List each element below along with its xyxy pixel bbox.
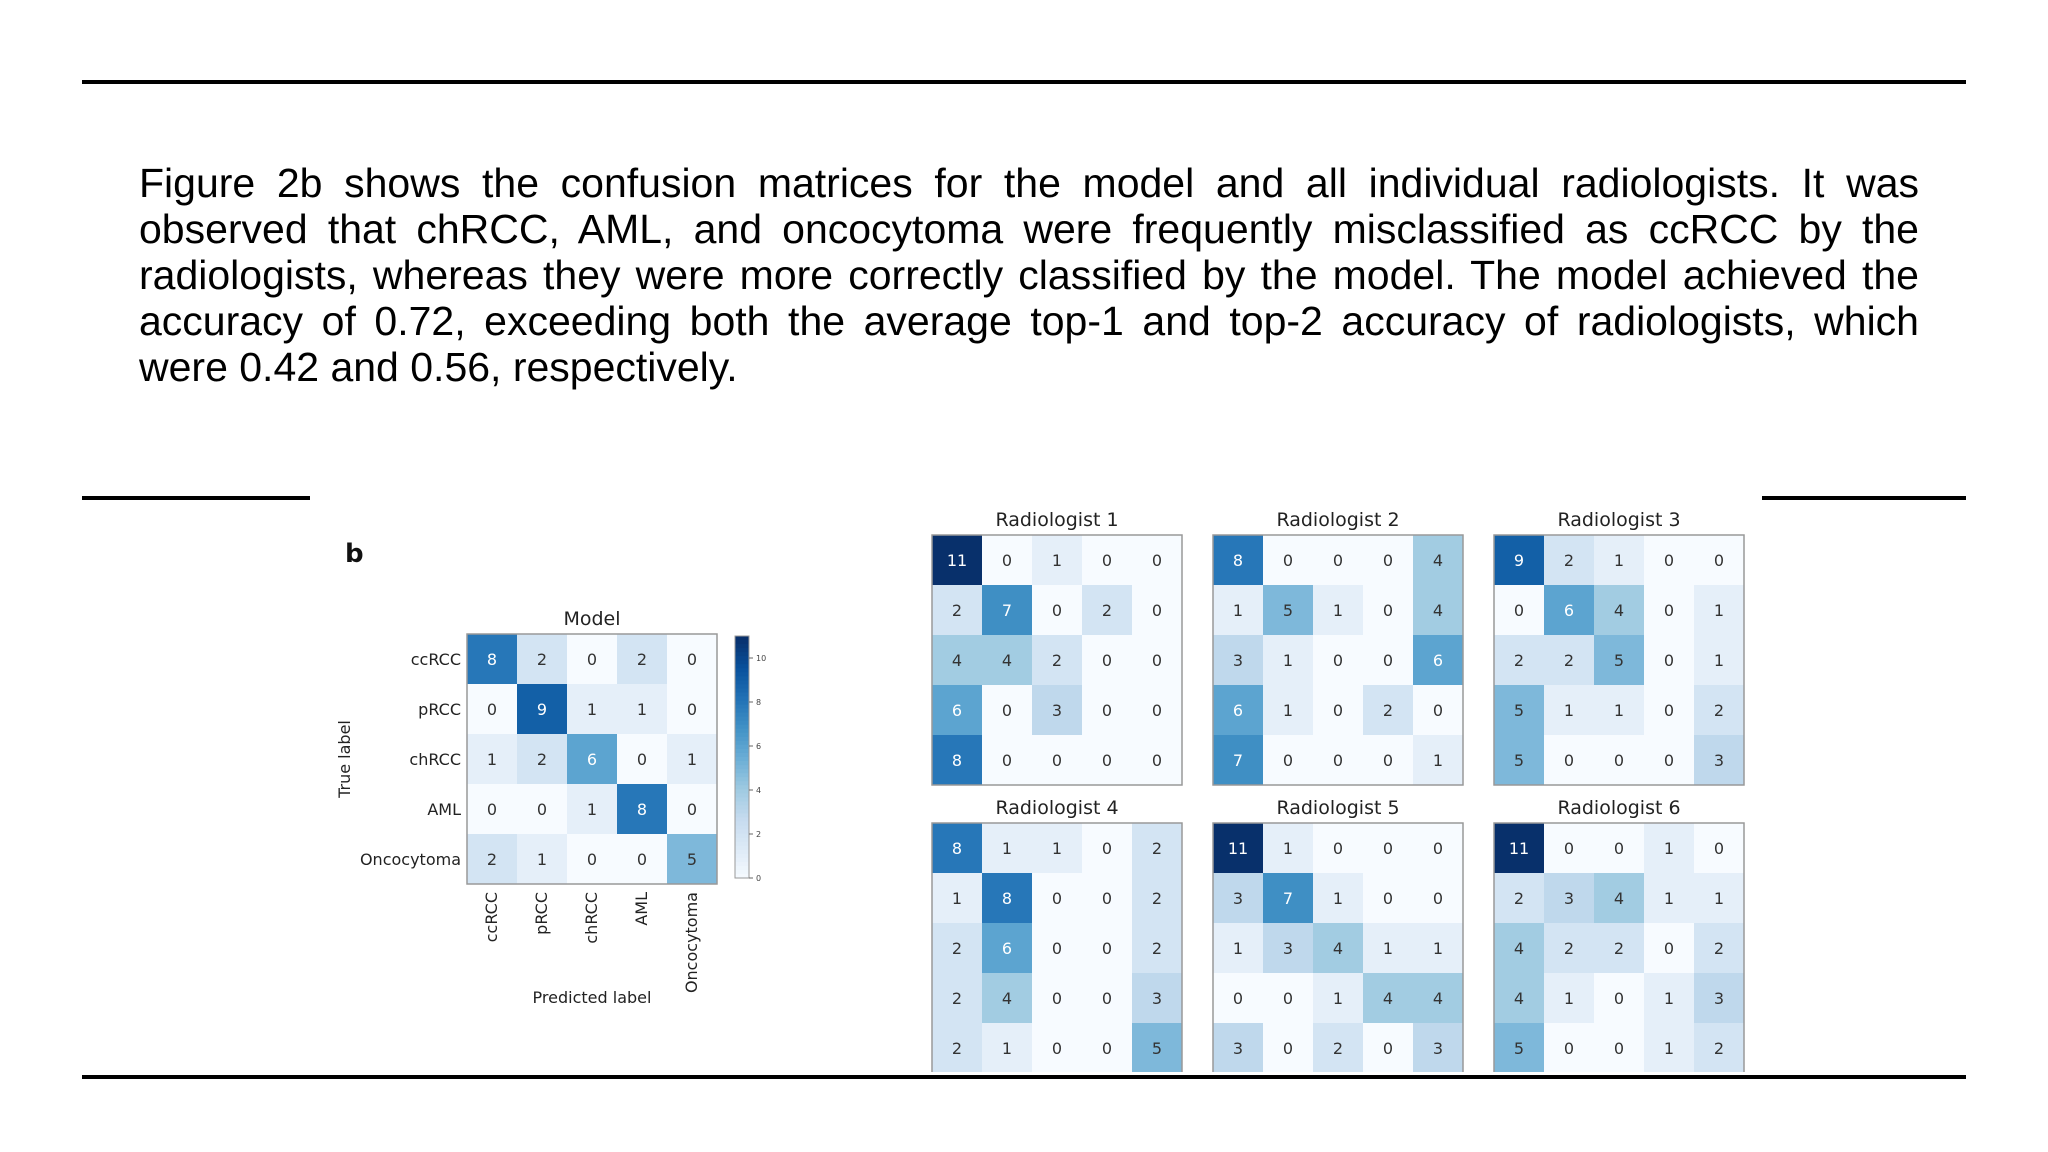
matrix-5-value-r4c2: 2 bbox=[1332, 1038, 1344, 1058]
matrix-0-value-r3c4: 0 bbox=[686, 799, 698, 819]
model-ytick-aml: AML bbox=[427, 800, 461, 819]
matrix-4-value-r1c2: 0 bbox=[1051, 888, 1063, 908]
matrix-0-value-r0c1: 2 bbox=[536, 649, 548, 669]
matrix-0-value-r1c3: 1 bbox=[636, 699, 648, 719]
matrix-2-value-r4c4: 1 bbox=[1432, 750, 1444, 770]
colorbar-band-25 bbox=[735, 737, 749, 742]
matrix-1-value-r0c0: 11 bbox=[946, 550, 968, 570]
matrix-5-value-r0c2: 0 bbox=[1332, 838, 1344, 858]
matrix-5-value-r4c0: 3 bbox=[1232, 1038, 1244, 1058]
matrix-1-value-r3c0: 6 bbox=[951, 700, 963, 720]
colorbar-ticklabel-10: 10 bbox=[756, 654, 767, 663]
colorbar-band-31 bbox=[735, 761, 749, 766]
matrix-0-value-r3c3: 8 bbox=[636, 799, 648, 819]
colorbar-band-9 bbox=[735, 672, 749, 677]
matrix-5-value-r2c2: 4 bbox=[1332, 938, 1344, 958]
matrix-0-value-r0c2: 0 bbox=[586, 649, 598, 669]
matrix-0-value-r3c2: 1 bbox=[586, 799, 598, 819]
matrix-0-value-r1c0: 0 bbox=[486, 699, 498, 719]
matrix-6-value-r2c2: 2 bbox=[1613, 938, 1625, 958]
matrix-6-value-r4c1: 0 bbox=[1563, 1038, 1575, 1058]
colorbar-band-6 bbox=[735, 660, 749, 665]
matrix-4-value-r4c2: 0 bbox=[1051, 1038, 1063, 1058]
matrix-6-value-r4c0: 5 bbox=[1513, 1038, 1525, 1058]
matrix-3-value-r0c4: 0 bbox=[1713, 550, 1725, 570]
matrix-1-value-r4c4: 0 bbox=[1151, 750, 1163, 770]
matrix-2-value-r4c3: 0 bbox=[1382, 750, 1394, 770]
model-ytick-oncocytoma: Oncocytoma bbox=[359, 850, 461, 869]
colorbar-band-54 bbox=[735, 854, 749, 859]
colorbar-band-43 bbox=[735, 809, 749, 814]
colorbar-ticklabel-2: 2 bbox=[756, 830, 762, 839]
matrix-1-value-r1c2: 0 bbox=[1051, 600, 1063, 620]
matrix-1-value-r0c3: 0 bbox=[1101, 550, 1113, 570]
matrix-4-value-r1c4: 2 bbox=[1151, 888, 1163, 908]
model-ylabel: True label bbox=[335, 720, 354, 798]
body-paragraph: Figure 2b shows the confusion matrices for the model and all individual radiologists. It was observed that chRCC, AML, and oncocytoma were frequently misclassified as ccRCC by the radiologists, whereas they were more correctly classified by the model. The model achieved the accuracy of 0.72, exceeding both the average top-1 and top-2 accuracy of radiologists, which were 0.42 and 0.56, respectively. bbox=[139, 160, 1919, 390]
matrix-1-value-r3c4: 0 bbox=[1151, 700, 1163, 720]
matrix-3-value-r3c3: 0 bbox=[1663, 700, 1675, 720]
colorbar-band-42 bbox=[735, 805, 749, 810]
matrix-5-value-r0c3: 0 bbox=[1382, 838, 1394, 858]
matrix-6-value-r1c1: 3 bbox=[1563, 888, 1575, 908]
matrix-5-value-r2c4: 1 bbox=[1432, 938, 1444, 958]
matrix-2-value-r4c0: 7 bbox=[1232, 750, 1244, 770]
matrix-0-title: Model bbox=[563, 608, 621, 630]
matrix-2-value-r0c3: 0 bbox=[1382, 550, 1394, 570]
matrix-1-value-r2c0: 4 bbox=[951, 650, 963, 670]
colorbar-band-32 bbox=[735, 765, 749, 770]
matrix-1-value-r2c4: 0 bbox=[1151, 650, 1163, 670]
matrix-5-value-r0c4: 0 bbox=[1432, 838, 1444, 858]
matrix-4-value-r4c0: 2 bbox=[951, 1038, 963, 1058]
colorbar-ticklabel-8: 8 bbox=[756, 698, 762, 707]
matrix-4-value-r3c2: 0 bbox=[1051, 988, 1063, 1008]
colorbar-ticklabel-4: 4 bbox=[756, 786, 762, 795]
model-ytick-ccrcc: ccRCC bbox=[410, 650, 461, 669]
matrix-5-value-r1c3: 0 bbox=[1382, 888, 1394, 908]
matrix-4-value-r3c0: 2 bbox=[951, 988, 963, 1008]
matrix-4-value-r0c0: 8 bbox=[951, 838, 963, 858]
matrix-6-value-r2c1: 2 bbox=[1563, 938, 1575, 958]
matrix-6-value-r4c3: 1 bbox=[1663, 1038, 1675, 1058]
colorbar-band-26 bbox=[735, 741, 749, 746]
matrix-4-value-r1c0: 1 bbox=[951, 888, 963, 908]
matrix-4-value-r3c1: 4 bbox=[1001, 988, 1013, 1008]
matrix-5-value-r0c1: 1 bbox=[1282, 838, 1294, 858]
matrix-4-value-r0c4: 2 bbox=[1151, 838, 1163, 858]
matrix-3-value-r2c0: 2 bbox=[1513, 650, 1525, 670]
matrix-6-value-r1c4: 1 bbox=[1713, 888, 1725, 908]
model-xtick-oncocytoma: Oncocytoma bbox=[682, 892, 701, 994]
matrix-2-value-r3c3: 2 bbox=[1382, 700, 1394, 720]
matrix-5-value-r3c3: 4 bbox=[1382, 988, 1394, 1008]
matrix-0-value-r2c1: 2 bbox=[536, 749, 548, 769]
matrix-3-value-r1c2: 4 bbox=[1613, 600, 1625, 620]
matrix-0-value-r4c3: 0 bbox=[636, 849, 648, 869]
colorbar-band-28 bbox=[735, 749, 749, 754]
matrix-2-value-r1c4: 4 bbox=[1432, 600, 1444, 620]
matrix-5-value-r2c3: 1 bbox=[1382, 938, 1394, 958]
matrix-0-value-r2c4: 1 bbox=[686, 749, 698, 769]
colorbar-band-11 bbox=[735, 680, 749, 685]
colorbar-band-53 bbox=[735, 850, 749, 855]
colorbar-band-24 bbox=[735, 733, 749, 738]
matrix-2-value-r1c1: 5 bbox=[1282, 600, 1294, 620]
matrix-0-value-r4c2: 0 bbox=[586, 849, 598, 869]
matrix-0-value-r0c0: 8 bbox=[486, 649, 498, 669]
matrix-0-value-r4c4: 5 bbox=[686, 849, 698, 869]
matrix-4-value-r2c0: 2 bbox=[951, 938, 963, 958]
colorbar-band-27 bbox=[735, 745, 749, 750]
matrix-2-value-r3c1: 1 bbox=[1282, 700, 1294, 720]
matrix-1-value-r0c2: 1 bbox=[1051, 550, 1063, 570]
matrix-4-value-r4c1: 1 bbox=[1001, 1038, 1013, 1058]
model-xtick-chrcc: chRCC bbox=[582, 892, 601, 944]
colorbar-band-57 bbox=[735, 866, 749, 871]
matrix-6-value-r0c1: 0 bbox=[1563, 838, 1575, 858]
colorbar-band-47 bbox=[735, 826, 749, 831]
matrix-4-value-r0c3: 0 bbox=[1101, 838, 1113, 858]
colorbar-band-41 bbox=[735, 801, 749, 806]
matrix-3-value-r2c3: 0 bbox=[1663, 650, 1675, 670]
colorbar-band-14 bbox=[735, 692, 749, 697]
matrix-3-value-r1c4: 1 bbox=[1713, 600, 1725, 620]
matrix-0-value-r3c0: 0 bbox=[486, 799, 498, 819]
matrix-0-value-r3c1: 0 bbox=[536, 799, 548, 819]
matrix-6-value-r4c2: 0 bbox=[1613, 1038, 1625, 1058]
matrix-0-value-r1c2: 1 bbox=[586, 699, 598, 719]
matrix-6-value-r3c1: 1 bbox=[1563, 988, 1575, 1008]
matrix-6-value-r2c3: 0 bbox=[1663, 938, 1675, 958]
matrix-2-value-r0c4: 4 bbox=[1432, 550, 1444, 570]
colorbar-band-16 bbox=[735, 701, 749, 706]
matrix-0-value-r2c0: 1 bbox=[486, 749, 498, 769]
matrix-3-value-r0c2: 1 bbox=[1613, 550, 1625, 570]
matrix-2-value-r2c1: 1 bbox=[1282, 650, 1294, 670]
colorbar-band-35 bbox=[735, 777, 749, 782]
colorbar-band-37 bbox=[735, 785, 749, 790]
top-rule bbox=[82, 80, 1966, 84]
matrix-6-value-r1c2: 4 bbox=[1613, 888, 1625, 908]
matrix-5-value-r4c4: 3 bbox=[1432, 1038, 1444, 1058]
colorbar-band-13 bbox=[735, 688, 749, 693]
matrix-3-value-r4c3: 0 bbox=[1663, 750, 1675, 770]
matrix-2-value-r1c2: 1 bbox=[1332, 600, 1344, 620]
matrix-3-value-r3c2: 1 bbox=[1613, 700, 1625, 720]
matrix-6-value-r0c0: 11 bbox=[1508, 838, 1530, 858]
matrix-1-value-r1c0: 2 bbox=[951, 600, 963, 620]
matrix-1-value-r0c1: 0 bbox=[1001, 550, 1013, 570]
colorbar-band-49 bbox=[735, 834, 749, 839]
colorbar-band-23 bbox=[735, 729, 749, 734]
colorbar-band-15 bbox=[735, 697, 749, 702]
matrix-3-value-r1c3: 0 bbox=[1663, 600, 1675, 620]
matrix-5-value-r4c3: 0 bbox=[1382, 1038, 1394, 1058]
colorbar-band-0 bbox=[735, 636, 749, 641]
matrix-4-value-r2c1: 6 bbox=[1001, 938, 1013, 958]
matrix-1-value-r2c1: 4 bbox=[1001, 650, 1013, 670]
colorbar-band-44 bbox=[735, 813, 749, 818]
matrix-2-value-r0c0: 8 bbox=[1232, 550, 1244, 570]
matrix-5-value-r1c1: 7 bbox=[1282, 888, 1294, 908]
matrix-3-value-r4c2: 0 bbox=[1613, 750, 1625, 770]
matrix-3-value-r1c1: 6 bbox=[1563, 600, 1575, 620]
colorbar-band-34 bbox=[735, 773, 749, 778]
matrix-3-value-r2c2: 5 bbox=[1613, 650, 1625, 670]
matrix-4-value-r3c3: 0 bbox=[1101, 988, 1113, 1008]
colorbar-band-58 bbox=[735, 870, 749, 875]
matrix-1-value-r0c4: 0 bbox=[1151, 550, 1163, 570]
matrix-6-value-r3c2: 0 bbox=[1613, 988, 1625, 1008]
matrix-1-value-r4c0: 8 bbox=[951, 750, 963, 770]
matrix-1-value-r4c2: 0 bbox=[1051, 750, 1063, 770]
colorbar-band-33 bbox=[735, 769, 749, 774]
matrix-6-value-r3c3: 1 bbox=[1663, 988, 1675, 1008]
matrix-1-title: Radiologist 1 bbox=[995, 509, 1119, 531]
matrix-0-value-r4c1: 1 bbox=[536, 849, 548, 869]
matrix-6-title: Radiologist 6 bbox=[1557, 797, 1681, 819]
matrix-5-value-r3c1: 0 bbox=[1282, 988, 1294, 1008]
matrix-1-value-r2c2: 2 bbox=[1051, 650, 1063, 670]
matrix-4-value-r1c1: 8 bbox=[1001, 888, 1013, 908]
matrix-2-value-r2c4: 6 bbox=[1432, 650, 1444, 670]
colorbar-band-36 bbox=[735, 781, 749, 786]
matrix-0-value-r4c0: 2 bbox=[486, 849, 498, 869]
colorbar-band-8 bbox=[735, 668, 749, 673]
matrix-4-value-r4c3: 0 bbox=[1101, 1038, 1113, 1058]
matrix-6-value-r0c3: 1 bbox=[1663, 838, 1675, 858]
matrix-2-value-r2c2: 0 bbox=[1332, 650, 1344, 670]
matrix-4-value-r2c4: 2 bbox=[1151, 938, 1163, 958]
matrix-6-value-r0c2: 0 bbox=[1613, 838, 1625, 858]
matrix-2-value-r4c1: 0 bbox=[1282, 750, 1294, 770]
model-ytick-chrcc: chRCC bbox=[409, 750, 461, 769]
colorbar-band-48 bbox=[735, 830, 749, 835]
colorbar-band-4 bbox=[735, 652, 749, 657]
matrix-6-value-r3c4: 3 bbox=[1713, 988, 1725, 1008]
matrix-1-value-r2c3: 0 bbox=[1101, 650, 1113, 670]
colorbar-band-29 bbox=[735, 753, 749, 758]
matrix-3-value-r2c1: 2 bbox=[1563, 650, 1575, 670]
matrix-6-value-r3c0: 4 bbox=[1513, 988, 1525, 1008]
colorbar-band-56 bbox=[735, 862, 749, 867]
matrix-3-value-r4c0: 5 bbox=[1513, 750, 1525, 770]
colorbar-band-22 bbox=[735, 725, 749, 730]
matrix-4-value-r0c2: 1 bbox=[1051, 838, 1063, 858]
matrix-2-value-r3c4: 0 bbox=[1432, 700, 1444, 720]
colorbar-band-2 bbox=[735, 644, 749, 649]
matrix-5-value-r2c1: 3 bbox=[1282, 938, 1294, 958]
colorbar-band-10 bbox=[735, 676, 749, 681]
matrix-1-value-r1c1: 7 bbox=[1001, 600, 1013, 620]
colorbar-band-39 bbox=[735, 793, 749, 798]
matrix-4-value-r0c1: 1 bbox=[1001, 838, 1013, 858]
matrix-6-value-r2c4: 2 bbox=[1713, 938, 1725, 958]
matrix-4-value-r1c3: 0 bbox=[1101, 888, 1113, 908]
matrix-3-value-r0c3: 0 bbox=[1663, 550, 1675, 570]
matrix-6-value-r0c4: 0 bbox=[1713, 838, 1725, 858]
colorbar-band-50 bbox=[735, 838, 749, 843]
matrix-5-value-r3c4: 4 bbox=[1432, 988, 1444, 1008]
model-xlabel: Predicted label bbox=[532, 988, 652, 1007]
model-xtick-ccrcc: ccRCC bbox=[482, 892, 501, 943]
colorbar-band-55 bbox=[735, 858, 749, 863]
colorbar-band-51 bbox=[735, 842, 749, 847]
matrix-0-value-r1c4: 0 bbox=[686, 699, 698, 719]
figure-2b bbox=[310, 494, 1762, 1072]
colorbar-band-19 bbox=[735, 713, 749, 718]
colorbar-band-5 bbox=[735, 656, 749, 661]
matrix-3-value-r4c1: 0 bbox=[1563, 750, 1575, 770]
matrix-2-value-r4c2: 0 bbox=[1332, 750, 1344, 770]
matrix-1-value-r4c3: 0 bbox=[1101, 750, 1113, 770]
matrix-5-value-r0c0: 11 bbox=[1227, 838, 1249, 858]
colorbar-band-38 bbox=[735, 789, 749, 794]
matrix-2-value-r0c1: 0 bbox=[1282, 550, 1294, 570]
matrix-3-value-r0c1: 2 bbox=[1563, 550, 1575, 570]
colorbar-band-12 bbox=[735, 684, 749, 689]
matrix-4-value-r2c2: 0 bbox=[1051, 938, 1063, 958]
colorbar-band-30 bbox=[735, 757, 749, 762]
colorbar-ticklabel-6: 6 bbox=[756, 742, 762, 751]
matrix-1-value-r4c1: 0 bbox=[1001, 750, 1013, 770]
matrix-4-title: Radiologist 4 bbox=[995, 797, 1119, 819]
matrix-6-value-r1c3: 1 bbox=[1663, 888, 1675, 908]
model-xtick-prcc: pRCC bbox=[532, 892, 551, 935]
matrix-6-value-r4c4: 2 bbox=[1713, 1038, 1725, 1058]
matrix-5-value-r1c0: 3 bbox=[1232, 888, 1244, 908]
colorbar-band-18 bbox=[735, 709, 749, 714]
matrix-5-title: Radiologist 5 bbox=[1276, 797, 1400, 819]
matrix-3-value-r1c0: 0 bbox=[1513, 600, 1525, 620]
matrix-5-value-r1c2: 1 bbox=[1332, 888, 1344, 908]
colorbar-band-21 bbox=[735, 721, 749, 726]
colorbar-band-45 bbox=[735, 818, 749, 823]
matrix-4-value-r4c4: 5 bbox=[1151, 1038, 1163, 1058]
matrix-6-value-r1c0: 2 bbox=[1513, 888, 1525, 908]
colorbar-band-17 bbox=[735, 705, 749, 710]
matrix-0-value-r2c2: 6 bbox=[586, 749, 598, 769]
colorbar-ticklabel-0: 0 bbox=[756, 874, 762, 883]
matrix-4-value-r3c4: 3 bbox=[1151, 988, 1163, 1008]
model-xtick-aml: AML bbox=[632, 892, 651, 926]
matrix-2-value-r0c2: 0 bbox=[1332, 550, 1344, 570]
matrix-5-value-r3c2: 1 bbox=[1332, 988, 1344, 1008]
colorbar-band-46 bbox=[735, 822, 749, 827]
confusion-matrices-figure bbox=[310, 494, 1762, 1072]
matrix-2-title: Radiologist 2 bbox=[1276, 509, 1400, 531]
matrix-1-value-r3c1: 0 bbox=[1001, 700, 1013, 720]
matrix-2-value-r1c0: 1 bbox=[1232, 600, 1244, 620]
bottom-rule bbox=[82, 1075, 1966, 1079]
matrix-4-value-r2c3: 0 bbox=[1101, 938, 1113, 958]
colorbar-band-1 bbox=[735, 640, 749, 645]
colorbar-band-3 bbox=[735, 648, 749, 653]
matrix-3-value-r3c4: 2 bbox=[1713, 700, 1725, 720]
matrix-2-value-r2c3: 0 bbox=[1382, 650, 1394, 670]
matrix-2-value-r1c3: 0 bbox=[1382, 600, 1394, 620]
matrix-3-value-r2c4: 1 bbox=[1713, 650, 1725, 670]
model-ytick-prcc: pRCC bbox=[418, 700, 461, 719]
matrix-0-value-r0c4: 0 bbox=[686, 649, 698, 669]
matrix-3-title: Radiologist 3 bbox=[1557, 509, 1681, 531]
matrix-5-value-r4c1: 0 bbox=[1282, 1038, 1294, 1058]
matrix-5-value-r3c0: 0 bbox=[1232, 988, 1244, 1008]
colorbar-band-52 bbox=[735, 846, 749, 851]
panel-label-b: b bbox=[345, 539, 364, 569]
matrix-0-value-r1c1: 9 bbox=[536, 699, 548, 719]
matrix-6-value-r2c0: 4 bbox=[1513, 938, 1525, 958]
colorbar-band-20 bbox=[735, 717, 749, 722]
matrix-0-value-r2c3: 0 bbox=[636, 749, 648, 769]
matrix-5-value-r2c0: 1 bbox=[1232, 938, 1244, 958]
matrix-3-value-r4c4: 3 bbox=[1713, 750, 1725, 770]
matrix-3-value-r0c0: 9 bbox=[1513, 550, 1525, 570]
matrix-3-value-r3c1: 1 bbox=[1563, 700, 1575, 720]
colorbar-band-40 bbox=[735, 797, 749, 802]
matrix-1-value-r3c3: 0 bbox=[1101, 700, 1113, 720]
matrix-5-value-r1c4: 0 bbox=[1432, 888, 1444, 908]
matrix-1-value-r1c3: 2 bbox=[1101, 600, 1113, 620]
matrix-2-value-r3c0: 6 bbox=[1232, 700, 1244, 720]
matrix-3-value-r3c0: 5 bbox=[1513, 700, 1525, 720]
matrix-1-value-r3c2: 3 bbox=[1051, 700, 1063, 720]
matrix-2-value-r3c2: 0 bbox=[1332, 700, 1344, 720]
matrix-2-value-r2c0: 3 bbox=[1232, 650, 1244, 670]
matrix-0-value-r0c3: 2 bbox=[636, 649, 648, 669]
colorbar-band-7 bbox=[735, 664, 749, 669]
matrix-1-value-r1c4: 0 bbox=[1151, 600, 1163, 620]
